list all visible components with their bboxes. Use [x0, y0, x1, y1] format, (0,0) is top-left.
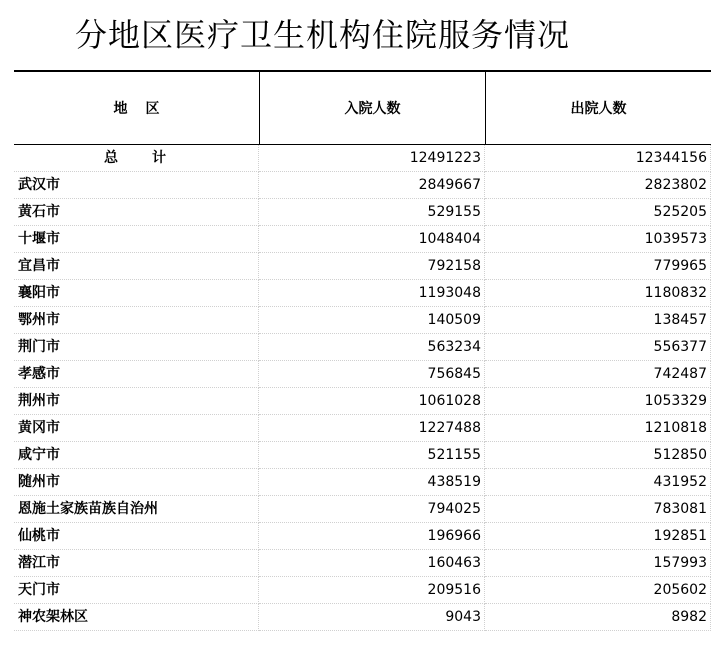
admissions-cell: 563234: [259, 334, 485, 361]
header-discharges: 出院人数: [485, 72, 711, 144]
table-row: [14, 172, 711, 199]
admissions-cell: 438519: [259, 469, 485, 496]
discharges-cell: 2823802: [485, 172, 711, 199]
table-row: [14, 469, 711, 496]
table-row: [14, 361, 711, 388]
region-cell: 天门市: [14, 577, 259, 604]
discharges-cell: 205602: [485, 577, 711, 604]
discharges-cell: 8982: [485, 604, 711, 631]
region-cell: 总计: [14, 145, 259, 172]
admissions-cell: 756845: [259, 361, 485, 388]
region-cell: 随州市: [14, 469, 259, 496]
region-cell: 潜江市: [14, 550, 259, 577]
admissions-cell: 521155: [259, 442, 485, 469]
admissions-cell: 792158: [259, 253, 485, 280]
region-cell: 襄阳市: [14, 280, 259, 307]
discharges-cell: 1039573: [485, 226, 711, 253]
region-cell: 荆州市: [14, 388, 259, 415]
admissions-cell: 209516: [259, 577, 485, 604]
admissions-cell: 160463: [259, 550, 485, 577]
admissions-cell: 196966: [259, 523, 485, 550]
region-cell: 宜昌市: [14, 253, 259, 280]
table-row: [14, 253, 711, 280]
discharges-cell: 138457: [485, 307, 711, 334]
table-row: [14, 334, 711, 361]
table-row: [14, 604, 711, 631]
table-row: [14, 415, 711, 442]
region-cell: 咸宁市: [14, 442, 259, 469]
discharges-cell: 192851: [485, 523, 711, 550]
discharges-cell: 783081: [485, 496, 711, 523]
discharges-cell: 12344156: [485, 145, 711, 172]
table-row: [14, 496, 711, 523]
admissions-cell: 1193048: [259, 280, 485, 307]
header-admissions: 入院人数: [259, 72, 485, 144]
admissions-cell: 2849667: [259, 172, 485, 199]
table-row: [14, 550, 711, 577]
region-cell: 孝感市: [14, 361, 259, 388]
total-row: [14, 145, 711, 172]
admissions-cell: 529155: [259, 199, 485, 226]
table-row: [14, 226, 711, 253]
discharges-cell: 742487: [485, 361, 711, 388]
region-cell: 恩施土家族苗族自治州: [14, 496, 259, 523]
region-cell: 武汉市: [14, 172, 259, 199]
table-row: [14, 280, 711, 307]
table-row: [14, 442, 711, 469]
discharges-cell: 157993: [485, 550, 711, 577]
region-cell: 神农架林区: [14, 604, 259, 631]
region-cell: 仙桃市: [14, 523, 259, 550]
discharges-cell: 1053329: [485, 388, 711, 415]
table-row: [14, 523, 711, 550]
discharges-cell: 525205: [485, 199, 711, 226]
discharges-cell: 779965: [485, 253, 711, 280]
discharges-cell: 431952: [485, 469, 711, 496]
header-region: 地区: [113, 101, 178, 117]
admissions-cell: 794025: [259, 496, 485, 523]
table-body: [14, 145, 711, 631]
table-row: [14, 307, 711, 334]
admissions-cell: 140509: [259, 307, 485, 334]
discharges-cell: 556377: [485, 334, 711, 361]
discharges-cell: 1180832: [485, 280, 711, 307]
region-cell: 黄石市: [14, 199, 259, 226]
table-row: [14, 577, 711, 604]
discharges-cell: 512850: [485, 442, 711, 469]
page-title: 分地区医疗卫生机构住院服务情况: [75, 16, 571, 54]
admissions-cell: 12491223: [259, 145, 485, 172]
region-cell: 黄冈市: [14, 415, 259, 442]
discharges-cell: 1210818: [485, 415, 711, 442]
table-row: [14, 199, 711, 226]
region-cell: 十堰市: [14, 226, 259, 253]
admissions-cell: 1048404: [259, 226, 485, 253]
admissions-cell: 1227488: [259, 415, 485, 442]
table-header: [14, 72, 711, 144]
table-row: [14, 388, 711, 415]
admissions-cell: 9043: [259, 604, 485, 631]
admissions-cell: 1061028: [259, 388, 485, 415]
region-cell: 鄂州市: [14, 307, 259, 334]
region-cell: 荆门市: [14, 334, 259, 361]
